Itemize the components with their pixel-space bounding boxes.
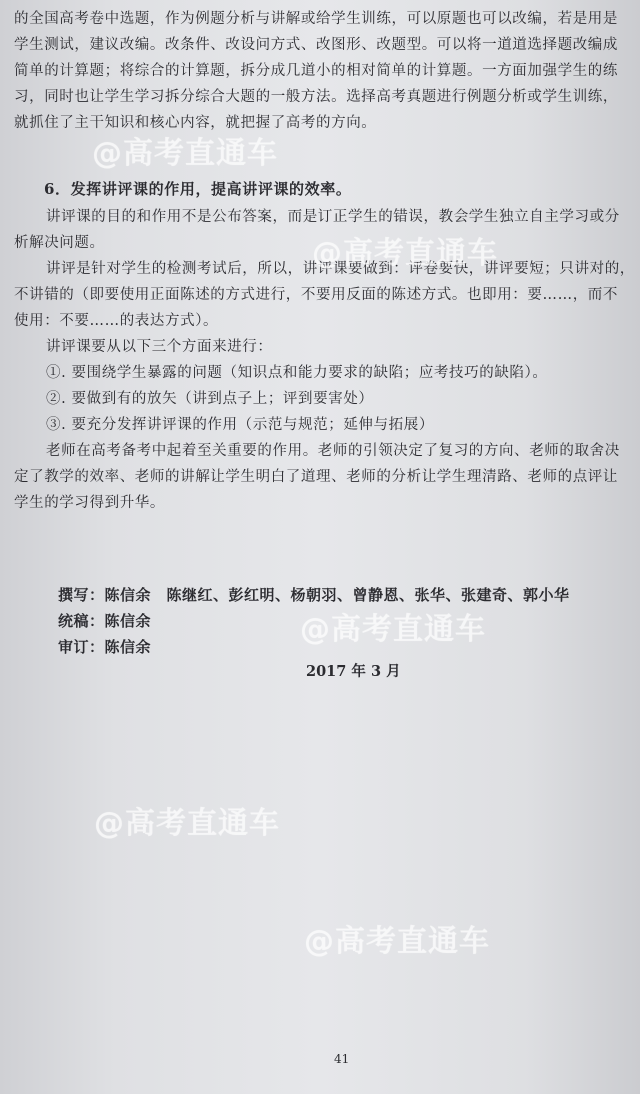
page-number: 41: [334, 1052, 350, 1066]
list-item: ①. 要围绕学生暴露的问题（知识点和能力要求的缺陷；应考技巧的缺陷）。: [46, 365, 548, 381]
text-line: 讲评课的目的和作用不是公布答案，而是订正学生的错误，教会学生独立自主学习或分: [46, 209, 620, 225]
text-line: 定了教学的效率、老师的讲解让学生明白了道理、老师的分析让学生理清路、老师的点评让: [14, 469, 618, 485]
text-line: 析解决问题。: [14, 235, 105, 251]
text-line: 简单的计算题；将综合的计算题，拆分成几道小的相对简单的计算题。一方面加强学生的练: [14, 63, 618, 79]
watermark: @高考直通车: [94, 806, 280, 841]
credits-reviewer: 审订：陈信余: [58, 638, 152, 656]
watermark: @高考直通车: [300, 612, 486, 647]
list-item: ③. 要充分发挥讲评课的作用（示范与规范；延伸与拓展）: [46, 417, 434, 433]
text-line: 习，同时也让学生学习拆分综合大题的一般方法。选择高考真题进行例题分析或学生训练，: [14, 89, 618, 105]
text-line: 学生测试，建议改编。改条件、改设问方式、改图形、改题型。可以将一道道选择题改编成: [14, 37, 618, 53]
watermark: @高考直通车: [304, 924, 490, 959]
text-line: 不讲错的（即要使用正面陈述的方式进行，不要用反面的陈述方式。也即用：要……，而不: [14, 287, 618, 303]
text-line: 学生的学习得到升华。: [14, 495, 165, 511]
document-date: 2017 年 3 月: [306, 663, 401, 680]
section-heading: 6．发挥讲评课的作用，提高讲评课的效率。: [44, 180, 352, 198]
credits-writers: 撰写：陈信余 陈继红、彭红明、杨朝羽、曾静恩、张华、张建奇、郭小华: [58, 586, 570, 604]
text-line: 讲评课要从以下三个方面来进行：: [46, 339, 273, 355]
watermark: @高考直通车: [312, 236, 498, 271]
text-line: 讲评是针对学生的检测考试后，所以，讲评课要做到：评卷要快，讲评要短；只讲对的，: [46, 261, 635, 277]
text-line: 使用：不要……的表达方式）。: [14, 313, 219, 329]
watermark: @高考直通车: [92, 136, 278, 171]
text-line: 老师在高考备考中起着至关重要的作用。老师的引领决定了复习的方向、老师的取舍决: [46, 443, 620, 459]
text-line: 就抓住了主干知识和核心内容，就把握了高考的方向。: [14, 115, 377, 131]
credits-compiler: 统稿：陈信余: [58, 612, 152, 630]
list-item: ②. 要做到有的放矢（讲到点子上；评到要害处）: [46, 391, 374, 407]
top-paragraph: [14, 6, 624, 136]
text-line: 的全国高考卷中选题，作为例题分析与讲解或给学生训练，可以原题也可以改编，若是用是: [14, 11, 618, 27]
